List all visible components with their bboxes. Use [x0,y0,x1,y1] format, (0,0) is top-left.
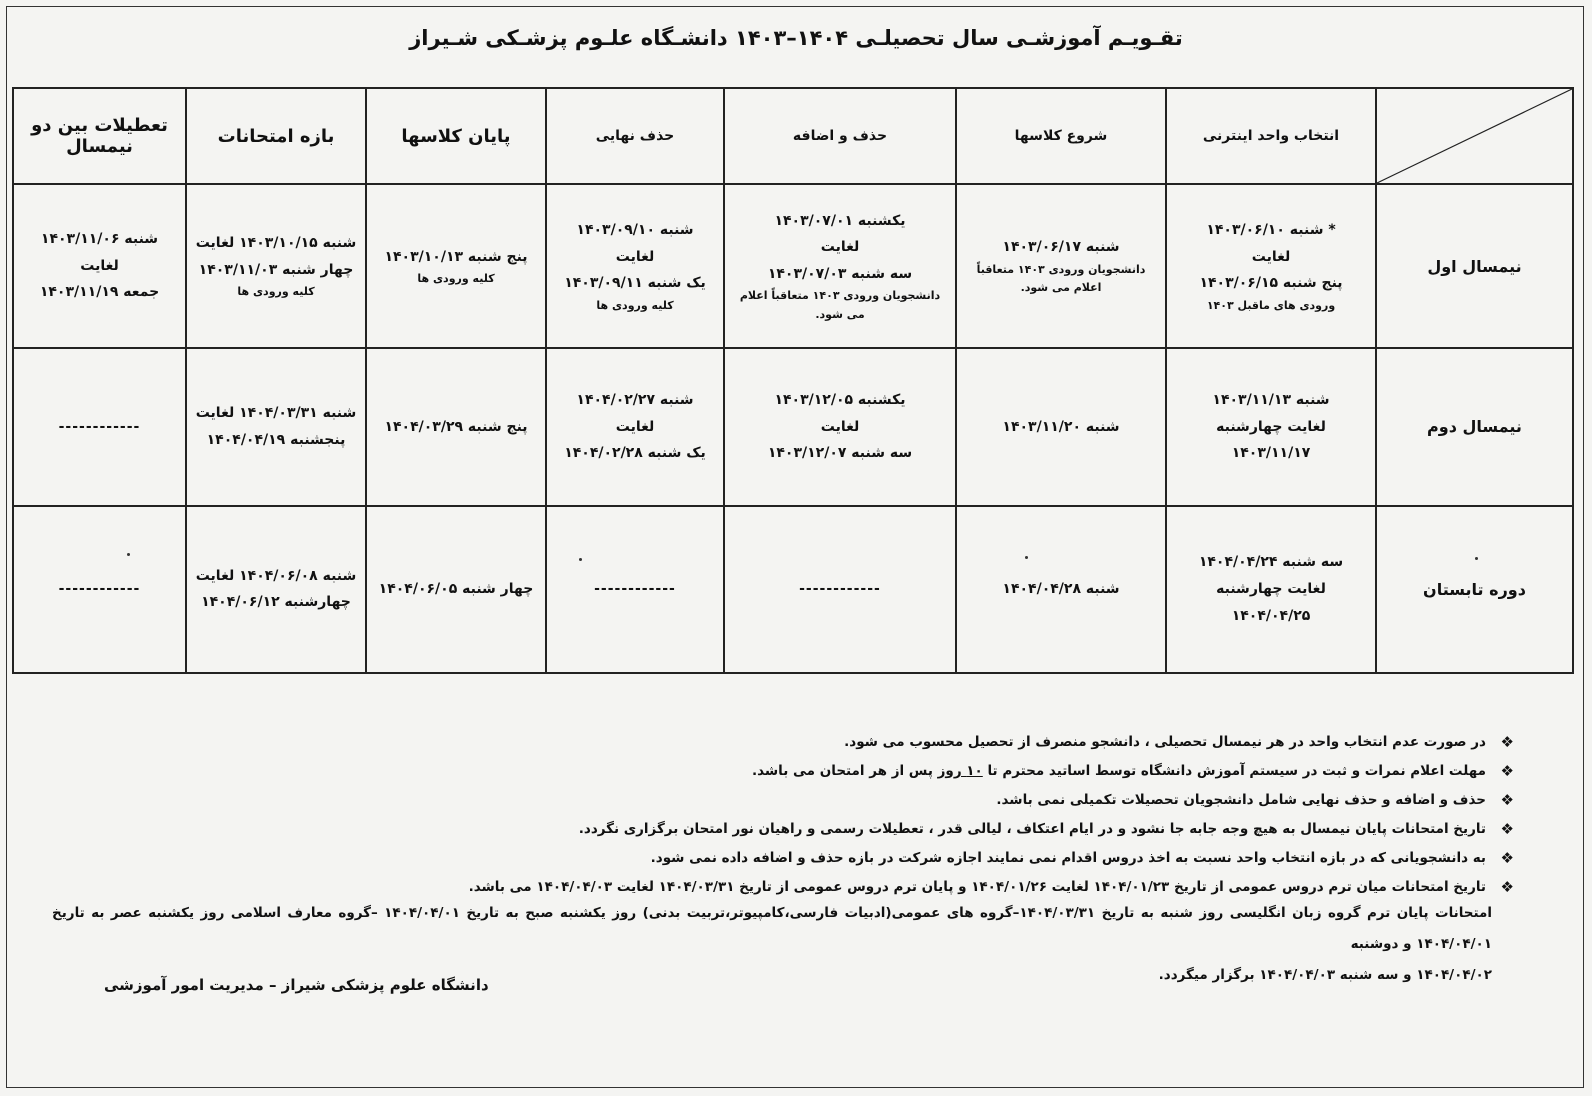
header-internet-course-selection: انتخاب واحد اینترنی [1166,88,1376,184]
cell-exam-period [186,348,366,505]
cell-classes-start [956,348,1166,505]
cell-line: شنبه ۱۴۰۴/۰۴/۲۸ [1002,581,1120,598]
cell-exam-period [186,506,366,673]
note-item [34,728,1514,757]
cell-line: لغایت [615,248,655,265]
scan-speck [579,558,582,561]
cell-line: پنج شنبه ۱۴۰۴/۰۳/۲۹ [384,418,528,435]
cell-line: لغایت [80,257,119,274]
cell-line: یک شنبه ۱۴۰۴/۰۲/۲۸ [564,445,706,462]
note-text: حذف و اضافه و حذف نهایی شامل دانشجویان تحصیلات تکمیلی نمی باشد. [996,792,1486,808]
note-text: مهلت اعلام نمرات و ثبت در سیستم آموزش دانشگاه توسط اساتید محترم تا [982,763,1486,779]
row-label: دوره تابستان [1376,506,1573,673]
header-exam-period: بازه امتحانات [186,88,366,184]
note-text: تاریخ امتحانات میان ترم دروس عمومی از تاریخ ۱۴۰۴/۰۱/۲۳ لغایت ۱۴۰۴/۰۱/۲۶ و پایان ترم دروس عمومی از تاریخ ۱۴۰۴/۰۳/۳۱ لغایت ۱۴۰۴/۰۴/۰۳ می باشد. [468,879,1486,895]
diagonal-line-icon [1377,89,1572,183]
cell-line: شنبه ۱۴۰۳/۱۱/۱۳ [1212,392,1330,409]
cell-final-drop [546,184,724,348]
cell-classes-end [366,348,546,505]
cell-line: * شنبه ۱۴۰۳/۰۶/۱۰ [1206,221,1336,238]
scan-speck [1025,556,1028,559]
row-label: نیمسال دوم [1376,348,1573,505]
cell-classes-start [956,184,1166,348]
cell-note: کلیه ورودی ها [596,298,674,312]
cell-line: شنبه ۱۴۰۳/۱۱/۲۰ [1002,418,1120,435]
cell-internet-course-selection [1166,184,1376,348]
note-item [34,815,1514,844]
cell-line: شنبه ۱۴۰۳/۱۱/۰۶ [40,231,159,248]
table-row [13,348,1573,505]
table-row [13,506,1573,673]
cell-line: سه شنبه ۱۴۰۳/۰۷/۰۳ [767,265,913,282]
cell-line: چهار شنبه ۱۴۰۳/۱۱/۰۳ [198,261,354,278]
scan-speck [127,553,130,556]
table-row [13,184,1573,348]
cell-line: لغایت چهارشنبه [1216,418,1326,435]
cell-classes-end [366,506,546,673]
cell-note: دانشجویان ورودی ۱۴۰۳ متعاقباً اعلام می شود. [976,262,1146,295]
cell-internet-course-selection [1166,506,1376,673]
cell-line: شنبه ۱۴۰۳/۰۹/۱۰ [576,221,694,238]
note-text: تاریخ امتحانات پایان نیمسال به هیچ وجه جابه جا نشود و در ایام اعتکاف ، لیالی قدر ، تعطیلات رسمی و راهیان نور امتحان برگزاری نگردد. [578,821,1486,837]
header-final-drop: حذف نهایی [546,88,724,184]
cell-line: ------------ [799,581,881,598]
cell-line: ۱۴۰۳/۱۱/۱۷ [1231,445,1311,462]
cell-add-drop [724,348,956,505]
cell-line: لغایت [615,418,655,435]
header-classes-end: پایان کلاسها [366,88,546,184]
cell-exam-period [186,184,366,348]
cell-line: ------------ [594,581,676,598]
cell-line: شنبه ۱۴۰۳/۱۰/۱۵ لغایت [195,235,357,252]
cell-final-drop [546,348,724,505]
note-text: پس از هر امتحان می باشد. [751,763,938,779]
cell-semester-break [13,506,186,673]
paragraph-line: ۱۴۰۴/۰۴/۰۲ و سه شنبه ۱۴۰۴/۰۴/۰۳ برگزار میگردد. [1158,967,1492,983]
notes-list [34,728,1514,902]
cell-line: لغایت [820,239,860,256]
cell-line: ۱۴۰۴/۰۴/۲۵ [1231,607,1311,624]
cell-classes-start [956,506,1166,673]
cell-line: لغایت چهارشنبه [1216,581,1326,598]
cell-line: لغایت [820,418,860,435]
signature: دانشگاه علوم پزشکی شیراز – مدیریت امور آموزشی [104,976,489,994]
cell-line: پنج شنبه ۱۴۰۳/۱۰/۱۳ [384,248,528,265]
cell-line: لغایت [1251,248,1291,265]
header-semester-break: تعطیلات بین دو نیمسال [13,88,186,184]
paragraph-line: امتحانات پایان ترم گروه زبان انگلیسی روز شنبه به تاریخ ۱۴۰۴/۰۳/۳۱–گروه های عمومی(ادبیات فارسی،کامپیوتر،تربیت بدنی) روز یکشنبه صبح به تاریخ ۱۴۰۴/۰۴/۰۱ –گروه معارف اسلامی روز یکشنبه عصر به تاریخ ۱۴۰۴/۰۴/۰۱ و دوشنبه [52,905,1493,952]
note-text: در صورت عدم انتخاب واحد در هر نیمسال تحصیلی ، دانشجو منصرف از تحصیل محسوب می شود. [844,734,1486,750]
note-text: به دانشجویانی که در بازه انتخاب واحد نسبت به اخذ دروس اقدام نمی نمایند اجازه شرکت در بازه حذف و اضافه داده نمی شود. [650,850,1486,866]
cell-line: شنبه ۱۴۰۴/۰۳/۳۱ لغایت [195,405,357,422]
header-row [13,88,1573,184]
cell-semester-break [13,348,186,505]
cell-line: شنبه ۱۴۰۳/۰۶/۱۷ [1002,239,1120,256]
cell-add-drop [724,506,956,673]
cell-line: یکشنبه ۱۴۰۳/۱۲/۰۵ [774,392,906,409]
cell-classes-end [366,184,546,348]
cell-final-drop [546,506,724,673]
cell-internet-course-selection [1166,348,1376,505]
cell-line: سه شنبه ۱۴۰۳/۱۲/۰۷ [767,445,913,462]
row-label: نیمسال اول [1376,184,1573,348]
cell-line: یک شنبه ۱۴۰۳/۰۹/۱۱ [564,275,706,292]
cell-note: دانشجویان ورودی ۱۴۰۳ متعاقباً اعلام می شود. [739,289,941,322]
cell-add-drop [724,184,956,348]
header-add-drop: حذف و اضافه [724,88,956,184]
note-item [34,757,1514,786]
note-underlined-text: ۱۰ روز [937,763,983,779]
cell-note: کلیه ورودی ها [237,285,315,299]
note-item [34,844,1514,873]
cell-line: پنج شنبه ۱۴۰۳/۰۶/۱۵ [1199,275,1343,292]
academic-calendar-table [12,87,1574,674]
cell-line: ------------ [58,418,141,435]
scan-speck [1475,557,1478,560]
page-title: تقـویـم آموزشـی سال تحصیلـی ۱۴۰۴–۱۴۰۳ دانشـگاه علـوم پزشـکی شـیراز [409,26,1183,50]
cell-line: چهارشنبه ۱۴۰۴/۰۶/۱۲ [201,594,351,611]
cell-line: پنجشنبه ۱۴۰۴/۰۴/۱۹ [206,431,346,448]
cell-semester-break [13,184,186,348]
cell-line: جمعه ۱۴۰۳/۱۱/۱۹ [39,284,160,301]
cell-line: شنبه ۱۴۰۴/۰۶/۰۸ لغایت [195,567,357,584]
cell-note: ورودی های ماقبل ۱۴۰۳ [1206,298,1336,312]
header-classes-start: شروع کلاسها [956,88,1166,184]
cell-line: سه شنبه ۱۴۰۴/۰۴/۲۴ [1198,554,1344,571]
cell-line: شنبه ۱۴۰۴/۰۲/۲۷ [576,392,694,409]
note-item [34,786,1514,815]
cell-note: کلیه ورودی ها [417,272,495,286]
cell-line: ------------ [58,581,141,598]
cell-line: چهار شنبه ۱۴۰۴/۰۶/۰۵ [378,581,534,598]
cell-line: یکشنبه ۱۴۰۳/۰۷/۰۱ [774,212,906,229]
corner-diagonal-cell [1376,88,1573,184]
